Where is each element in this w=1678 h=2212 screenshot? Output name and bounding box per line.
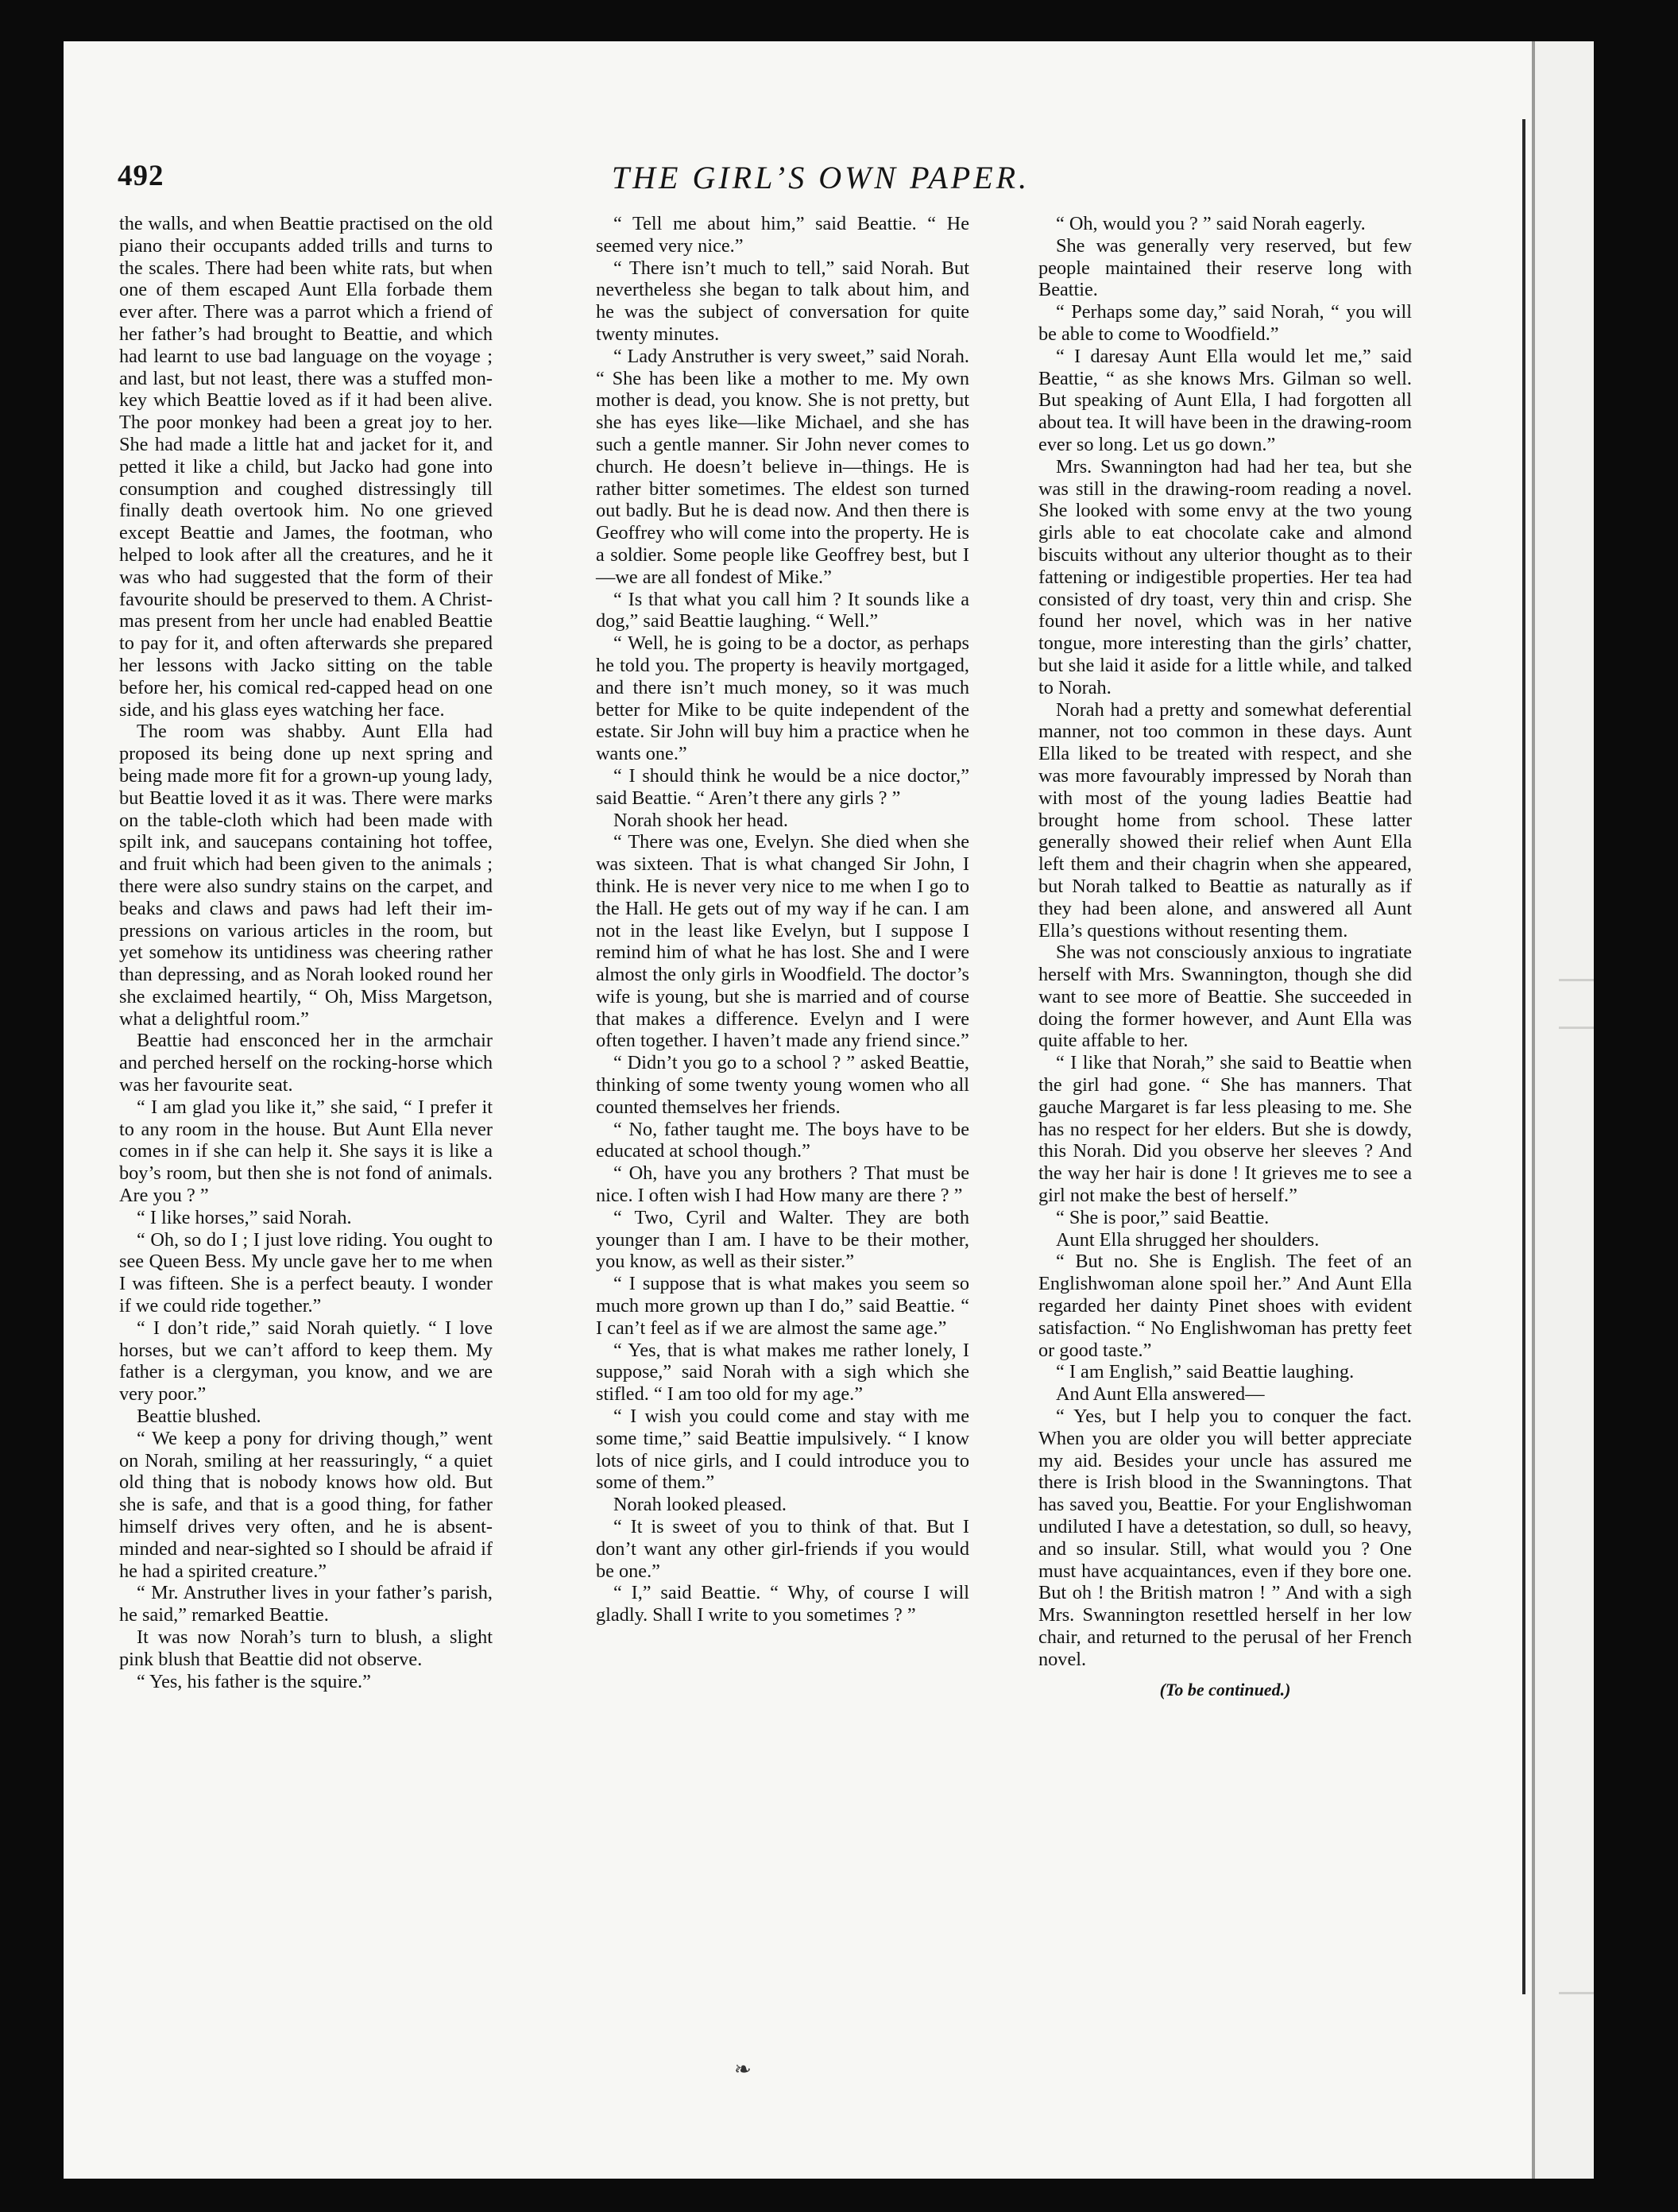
paragraph: “ She is poor,” said Beattie. <box>1056 1206 1270 1228</box>
paragraph: “ I daresay Aunt Ella would let me,” said Beattie, “ as she knows Mrs. Gilman so well. But speaking of Aunt Ella, I had forgotten all about tea. It will have been in the drawing-room ever so long. Let us go down.” <box>1038 345 1412 455</box>
paragraph: Norah had a pretty and somewhat deferential manner, not too common in these days. Aunt Ella liked to be treated with respect, and she was more favourably impressed by Norah than with most of the young ladies Beattie had brought home from school. These latter generally showed their relief when Aunt Ella left them and their chagrin when she appeared, but Norah talked to Beattie as naturally as if they had been alone, and answered all Aunt Ella’s questions without resenting them. <box>1038 698 1412 942</box>
page-number: 492 <box>118 160 164 192</box>
paragraph: “ Mr. Anstruther lives in your father’s parish, he said,” remarked Beattie. <box>119 1582 493 1626</box>
paragraph: “ Yes, but I help you to conquer the fact. When you are older you will better appreciate my aid. Besides your uncle has assured me there is Irish blood in the Swanningtons. That has saved you, Beattie. For your Englishwoman undiluted I have a detestation, so dull, so heavy, and so insular. Still, what would you ? One must have acquaintances, even if they bore one. But oh ! the British matron ! ” And with a sigh Mrs. Swannington resettled herself in her low chair, and returned to the perusal of her French novel. <box>1038 1406 1412 1670</box>
paragraph: Mrs. Swannington had had her tea, but she was still in the drawing-room reading a novel. She looked with some envy at the two young girls able to eat chocolate cake and almond biscuits without any ulterior thought as to their fattening or indigestible properties. Her tea had consisted of dry toast, very thin and crisp. She found her novel, which was in her native tongue, more interesting than the girls’ chatter, but she laid it aside for a little while, and talked to Norah. <box>1038 455 1412 698</box>
paragraph: “ Oh, so do I ; I just love riding. You ought to see Queen Bess. My uncle gave her to me when I was fifteen. She is a perfect beauty. I wonder if we could ride together.” <box>119 1228 493 1317</box>
paragraph: “ It is sweet of you to think of that. But I don’t want any other girl-friends if you would be one.” <box>596 1516 969 1582</box>
paragraph: “ I like that Norah,” she said to Beattie when the girl had gone. “ She has manners. That gauche Margaret is far less pleasing to me. She has no respect for her elders. But she is dowdy, this Norah. Did you observe her sleeves ? And the way her hair is done ! It grieves me to see a girl not make the best of herself.” <box>1038 1052 1412 1207</box>
paragraph: the walls, and when Beattie practised on the old piano their occupants added trills and turns to the scales. There had been white rats, but when one of them escaped Aunt Ella forbade them ever after. There was a parrot which a friend of her father’s had brought to Beattie, and which had learnt to use bad language on the voyage ; and last, but not least, there was a stuffed monkey which Beattie loved as if it had been alive. The poor monkey had been a great joy to her. She had made a little hat and jacket for it, and petted it like a child, but Jacko had gone into consumption and coughed distressingly till finally death overtook him. No one grieved except Beattie and James, the footman, who helped to look after all the creatures, and he it was who had suggested that the form of their favourite should be preserved to them. A Christmas present from her uncle had enabled Beattie to pay for it, and often afterwards she prepared her lessons with Jacko sitting on the table before her, his comical red-capped head on one side, and his glass eyes watching her face. <box>119 213 493 721</box>
paragraph: “ But no. She is English. The feet of an Englishwoman alone spoil her.” And Aunt Ella regarded her dainty Pinet shoes with evident satisfaction. “ No Englishwoman has pretty feet or good taste.” <box>1038 1251 1412 1361</box>
paragraph: The room was shabby. Aunt Ella had proposed its being done up next spring and being made more fit for a grown-up young lady, but Beattie loved it as it was. There were marks on the table-cloth which had been made with spilt ink, and saucepans containing hot toffee, and fruit which had been given to the animals ; there were also sundry stains on the carpet, and beaks and claws and paws had left their impressions on various articles in the room, but yet somehow its untidiness was cheering rather than depressing, and as Norah looked round her she exclaimed heartily, “ Oh, Miss Margetson, what a delightful room.” <box>119 721 493 1030</box>
paragraph: “ I am English,” said Beattie laughing. <box>1056 1361 1355 1383</box>
paragraph: “ I wish you could come and stay with me some time,” said Beattie impulsively. “ I know lots of nice girls, and I could introduce you to some of them.” <box>596 1406 969 1494</box>
paragraph: “ I should think he would be a nice doctor,” said Beattie. “ Aren’t there any girls ? ” <box>596 764 969 809</box>
paragraph: “ Two, Cyril and Walter. They are both younger than I am. I have to be their mother, you know, as well as their sister.” <box>596 1206 969 1273</box>
paragraph: “ I am glad you like it,” she said, “ I prefer it to any room in the house. But Aunt Ella never comes in if she can help it. She says it is like a boy’s room, but then she is not fond of animals. Are you ? ” <box>119 1096 493 1207</box>
paragraph: And Aunt Ella answered— <box>1056 1383 1265 1406</box>
paragraph: “ Oh, have you any brothers ? That must be nice. I often wish I had How many are there ? ” <box>596 1162 969 1207</box>
paragraph: “ We keep a pony for driving though,” went on Norah, smiling at her reassuringly, “ a quiet old thing that is nobody knows how old. But she is safe, and that is a good thing, for father himself drives very often, and he is absent-minded and near-sighted so I should be afraid if he had a spirited creature.” <box>119 1427 493 1582</box>
paragraph: “ Perhaps some day,” said Norah, “ you will be able to come to Woodfield.” <box>1038 301 1412 345</box>
printer-ornament: ❧ <box>734 2058 752 2081</box>
paragraph: Beattie blushed. <box>137 1406 261 1428</box>
paragraph: “ There was one, Evelyn. She died when she was sixteen. That is what changed Sir John, I think. He is never very nice to me when I go to the Hall. He gets out of my way if he can. I am not in the least like Evelyn, but I suppose I remind him of what he has lost. She and I were almost the only girls in Woodfield. The doctor’s wife is young, but she is married and of course that makes a difference. Evelyn and I were often together. I haven’t made any friend since.” <box>596 831 969 1052</box>
paragraph: Norah shook her head. <box>613 809 788 831</box>
text-column-2 <box>596 213 969 1626</box>
text-column-1 <box>119 213 493 1692</box>
paragraph: She was not consciously anxious to ingratiate herself with Mrs. Swannington, though she did want to see more of Beattie. She succeeded in doing the former however, and Aunt Ella was quite affable to her. <box>1038 942 1412 1052</box>
paragraph: “ No, father taught me. The boys have to be educated at school though.” <box>596 1118 969 1162</box>
paragraph: “ Yes, that is what makes me rather lonely, I suppose,” said Norah with a sigh which she stifled. “ I am too old for my age.” <box>596 1339 969 1406</box>
to-be-continued: (To be continued.) <box>1159 1679 1291 1700</box>
paragraph: “ Tell me about him,” said Beattie. “ He seemed very nice.” <box>596 213 969 257</box>
column-rule <box>1522 119 1525 1994</box>
paragraph: It was now Norah’s turn to blush, a slight pink blush that Beattie did not observe. <box>119 1626 493 1670</box>
paragraph: She was generally very reserved, but few people maintained their reserve long with Beattie. <box>1038 234 1412 301</box>
paragraph: Aunt Ella shrugged her shoulders. <box>1056 1228 1320 1251</box>
page-header <box>118 159 1468 199</box>
paragraph: “ Lady Anstruther is very sweet,” said Norah. “ She has been like a mother to me. My own mother is dead, you know. She is not pretty, but she has eyes like—like Michael, and she has such a gentle manner. Sir John never comes to church. He doesn’t believe in—things. He is rather bitter sometimes. The eldest son turned out badly. But he is dead now. And then there is Geoffrey who will come into the property. He is a soldier. Some people like Geoffrey best, but I—we are all fondest of Mike.” <box>596 345 969 588</box>
paragraph: “ I,” said Beattie. “ Why, of course I will gladly. Shall I write to you sometimes ? ” <box>596 1582 969 1626</box>
paragraph: “ Yes, his father is the squire.” <box>137 1670 371 1692</box>
paragraph: “ Didn’t you go to a school ? ” asked Beattie, thinking of some twenty young women who all counted themselves her friends. <box>596 1052 969 1118</box>
paragraph: “ Oh, would you ? ” said Norah eagerly. <box>1056 213 1366 234</box>
paragraph: “ I don’t ride,” said Norah quietly. “ I love horses, but we can’t afford to keep them. My father is a clergyman, you know, and we are very poor.” <box>119 1317 493 1406</box>
paragraph: “ I like horses,” said Norah. <box>137 1206 352 1228</box>
text-column-3 <box>1038 213 1412 1700</box>
running-title: THE GIRL’S OWN PAPER. <box>611 160 1030 195</box>
paragraph: “ Well, he is going to be a doctor, as perhaps he told you. The property is heavily mortgaged, and there isn’t much money, so it was much better for Mike to be quite independent of the estate. Sir John will buy him a practice when he wants one.” <box>596 632 969 765</box>
paragraph: “ I suppose that is what makes you seem so much more grown up than I do,” said Beattie. “ I can’t feel as if we are almost the same age.” <box>596 1273 969 1339</box>
paragraph: “ There isn’t much to tell,” said Norah. But nevertheless she began to talk about him, and he was the subject of conversation for quite twenty minutes. <box>596 257 969 345</box>
paragraph: “ Is that what you call him ? It sounds like a dog,” said Beattie laughing. “ Well.” <box>596 588 969 632</box>
paragraph: Beattie had ensconced her in the armchair and perched herself on the rocking-horse which was her favourite seat. <box>119 1030 493 1096</box>
next-page-edge <box>1532 41 1594 2179</box>
paragraph: Norah looked pleased. <box>613 1494 787 1516</box>
